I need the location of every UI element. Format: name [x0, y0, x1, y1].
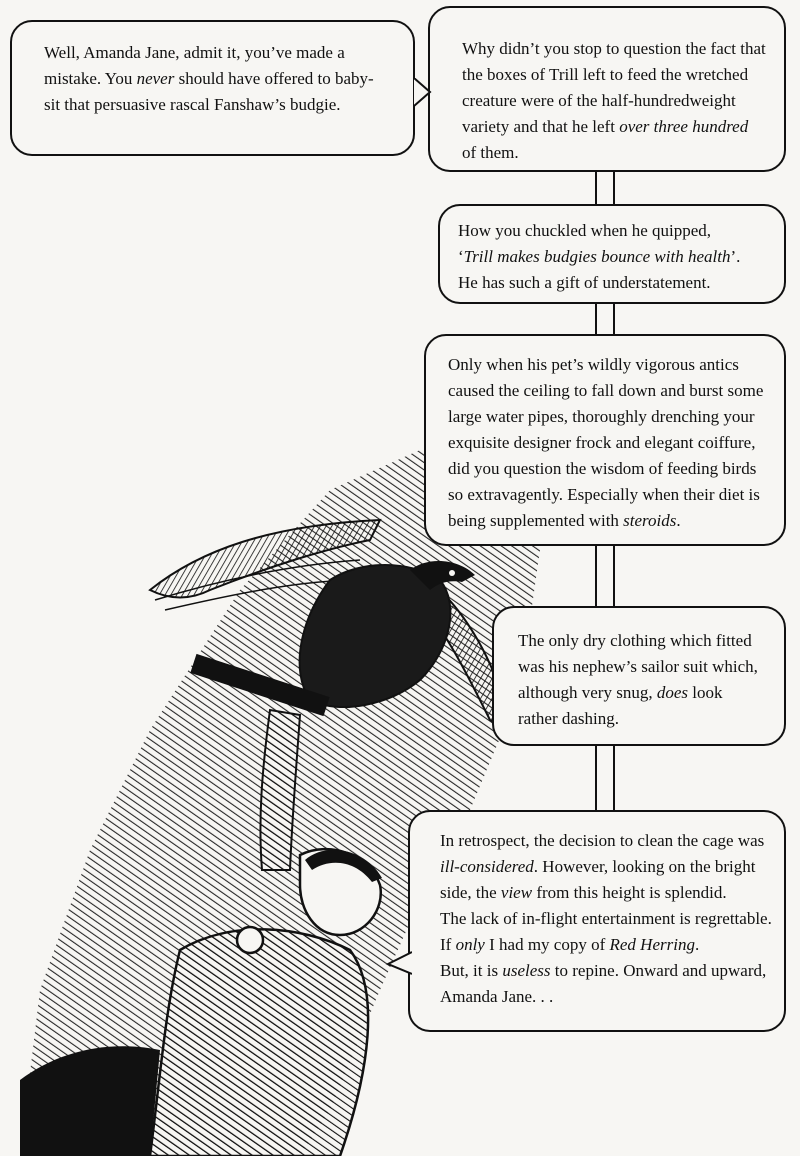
text-run: .: [694, 935, 700, 954]
bubble-line: [440, 958, 780, 984]
text-run: If: [440, 935, 456, 954]
bubble-line: [518, 680, 778, 706]
text-run: was his nephew’s sailor suit which,: [518, 657, 758, 676]
bubble-line: [462, 114, 774, 140]
bubble-line: [518, 654, 778, 680]
bubble-line: [44, 40, 393, 66]
text-run: He has such a gift of understatement.: [458, 273, 711, 292]
connector: [595, 744, 615, 814]
bubble-line: [440, 880, 780, 906]
text-run: although very snug,: [518, 683, 657, 702]
emphasis-text: only: [455, 935, 485, 954]
bubble-line: [462, 140, 774, 166]
text-run: to repine. Onward and upward,: [550, 961, 767, 980]
bubble-line: [440, 932, 780, 958]
connector: [595, 168, 615, 208]
bubble-line: [518, 628, 778, 654]
text-run: the boxes of Trill left to feed the wretched: [462, 65, 749, 84]
speech-bubble-5: [492, 606, 786, 746]
emphasis-text: Trill makes budgies bounce with health: [463, 247, 731, 266]
emphasis-text: does: [656, 683, 688, 702]
bubble-line: [518, 706, 778, 732]
text-run: In retrospect, the decision to clean the cage was: [440, 831, 765, 850]
bubble-line: [44, 92, 393, 118]
emphasis-text: over three hundred: [619, 117, 749, 136]
text-run: sit that persuasive rascal Fanshaw’s budgie.: [44, 95, 341, 114]
bubble-line: [44, 66, 393, 92]
bubble-line: [440, 854, 780, 880]
text-run: variety and that he left: [462, 117, 620, 136]
bubble-line: [458, 244, 774, 270]
woman-coat: [150, 929, 368, 1156]
bubble-line: [448, 404, 780, 430]
text-run: But, it is: [440, 961, 503, 980]
speech-bubble-3: [438, 204, 786, 304]
text-run: look: [688, 683, 723, 702]
text-run: caused the ceiling to fall down and burst some: [448, 381, 764, 400]
bubble-line: [458, 218, 774, 244]
bubble-line: [448, 378, 780, 404]
text-run: Only when his pet’s wildly vigorous antics: [448, 355, 739, 374]
text-run: did you question the wisdom of feeding birds: [448, 459, 757, 478]
text-run: rather dashing.: [518, 709, 620, 728]
emphasis-text: steroids: [623, 511, 677, 530]
text-run: I had my copy of: [484, 935, 610, 954]
bubble-line: [458, 270, 774, 296]
emphasis-text: ill-considered: [440, 857, 534, 876]
bubble-line: [462, 88, 774, 114]
text-run: creature were of the half-hundredweight: [462, 91, 736, 110]
text-run: Why didn’t you stop to question the fact that: [462, 39, 766, 58]
bubble-line: [448, 482, 780, 508]
text-run: . However, looking on the bright: [533, 857, 756, 876]
text-run: The only dry clothing which fitted: [518, 631, 752, 650]
speech-bubble-6: [408, 810, 786, 1032]
bubble-line: [440, 906, 780, 932]
text-run: ‘: [458, 247, 464, 266]
text-run: should have offered to baby-: [174, 69, 374, 88]
text-run: mistake. You: [44, 69, 137, 88]
bubble-line: [462, 62, 774, 88]
text-run: from this height is splendid.: [532, 883, 727, 902]
bubble-line: [448, 430, 780, 456]
connector: [595, 544, 615, 610]
text-run: ’.: [730, 247, 741, 266]
bubble-line: [462, 36, 774, 62]
bubble-line: [440, 828, 780, 854]
speech-bubble-4: [424, 334, 786, 546]
speech-bubble-2: [428, 6, 786, 172]
text-run: of them.: [462, 143, 519, 162]
bubble-line: [448, 508, 780, 534]
emphasis-text: view: [500, 883, 533, 902]
text-run: so extravagently. Especially when their diet is: [448, 485, 760, 504]
text-run: large water pipes, thoroughly drenching your: [448, 407, 755, 426]
coat-badge: [237, 927, 263, 953]
text-run: being supplemented with: [448, 511, 624, 530]
bubble-line: [448, 352, 780, 378]
speech-bubble-1: [10, 20, 415, 156]
emphasis-text: Red Herring: [609, 935, 695, 954]
text-run: The lack of in-flight entertainment is regrettable.: [440, 909, 772, 928]
bubble-line: [440, 984, 780, 1010]
text-run: .: [676, 511, 681, 530]
text-run: How you chuckled when he quipped,: [458, 221, 712, 240]
emphasis-text: useless: [502, 961, 551, 980]
speech-pointer: [384, 950, 412, 976]
text-run: Well, Amanda Jane, admit it, you’ve made a: [44, 43, 345, 62]
text-run: Amanda Jane. . .: [440, 987, 554, 1006]
emphasis-text: never: [136, 69, 175, 88]
bubble-line: [448, 456, 780, 482]
speech-pointer: [412, 78, 434, 108]
text-run: side, the: [440, 883, 501, 902]
text-run: exquisite designer frock and elegant coiffure,: [448, 433, 756, 452]
